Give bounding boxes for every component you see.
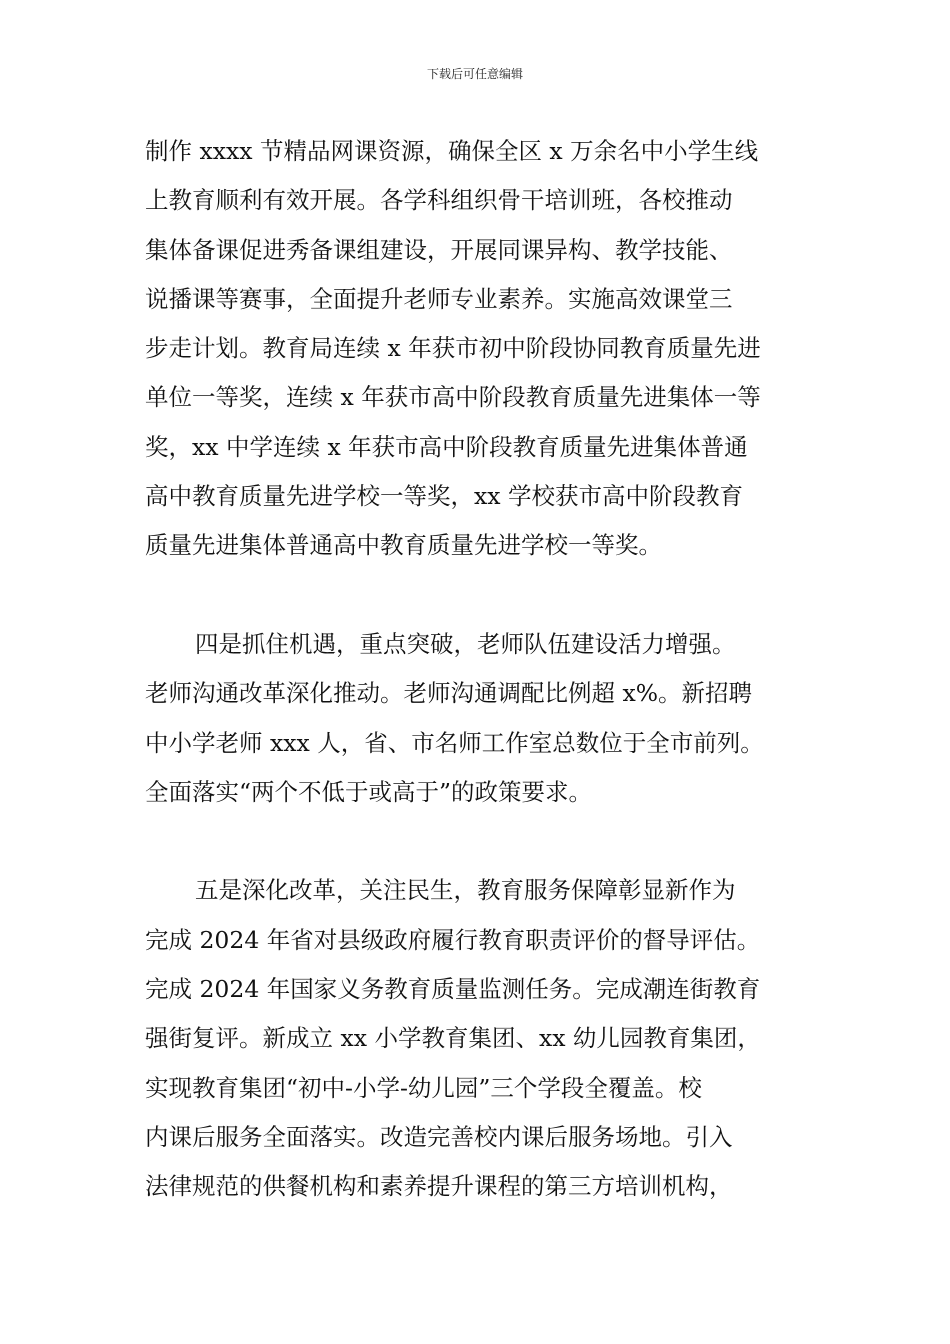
document-body xyxy=(145,127,810,1212)
text-line: 强街复评。新成立 xx 小学教育集团、xx 幼儿园教育集团， xyxy=(145,1024,761,1053)
text-line: 完成 2024 年国家义务教育质量监测任务。完成潮连街教育 xyxy=(145,975,761,1004)
paragraph-3 xyxy=(145,866,810,1211)
text-line: 法律规范的供餐机构和素养提升课程的第三方培训机构， xyxy=(145,1172,733,1201)
paragraph-2 xyxy=(145,620,810,817)
text-line: 说播课等赛事，全面提升老师专业素养。实施高效课堂三 xyxy=(145,284,733,313)
text-line: 中小学老师 xxx 人，省、市名师工作室总数位于全市前列。 xyxy=(145,728,764,757)
paragraph-spacer xyxy=(145,571,810,620)
text-line: 集体备课促进秀备课组建设，开展同课异构、教学技能、 xyxy=(145,235,733,264)
page-header: 下载后可任意编辑 xyxy=(426,67,523,81)
text-line: 单位一等奖，连续 x 年获市高中阶段教育质量先进集体一等 xyxy=(145,383,761,412)
text-line: 制作 xxxx 节精品网课资源，确保全区 x 万余名中小学生线 xyxy=(145,137,759,165)
text-line: 全面落实“两个不低于或高于”的政策要求。 xyxy=(145,777,593,806)
text-line: 实现教育集团“初中-小学-幼儿园”三个学段全覆盖。校 xyxy=(145,1073,702,1102)
text-line: 五是深化改革，关注民生，教育服务保障彰显新作为 xyxy=(195,876,736,905)
paragraph-spacer xyxy=(145,817,810,866)
text-line: 质量先进集体普通高中教育质量先进学校一等奖。 xyxy=(145,531,662,560)
text-line: 内课后服务全面落实。改造完善校内课后服务场地。引入 xyxy=(145,1122,733,1151)
text-line: 步走计划。教育局连续 x 年获市初中阶段协同教育质量先进 xyxy=(145,334,761,363)
text-line: 高中教育质量先进学校一等奖，xx 学校获市高中阶段教育 xyxy=(145,482,743,511)
text-line: 老师沟通改革深化推动。老师沟通调配比例超 x%。新招聘 xyxy=(145,679,753,708)
text-line: 奖，xx 中学连续 x 年获市高中阶段教育质量先进集体普通 xyxy=(145,432,748,461)
text-line: 四是抓住机遇，重点突破，老师队伍建设活力增强。 xyxy=(195,629,736,658)
paragraph-1 xyxy=(145,127,810,571)
text-line: 上教育顺利有效开展。各学科组织骨干培训班，各校推动 xyxy=(145,186,733,215)
text-line: 完成 2024 年省对县级政府履行教育职责评价的督导评估。 xyxy=(145,925,761,954)
